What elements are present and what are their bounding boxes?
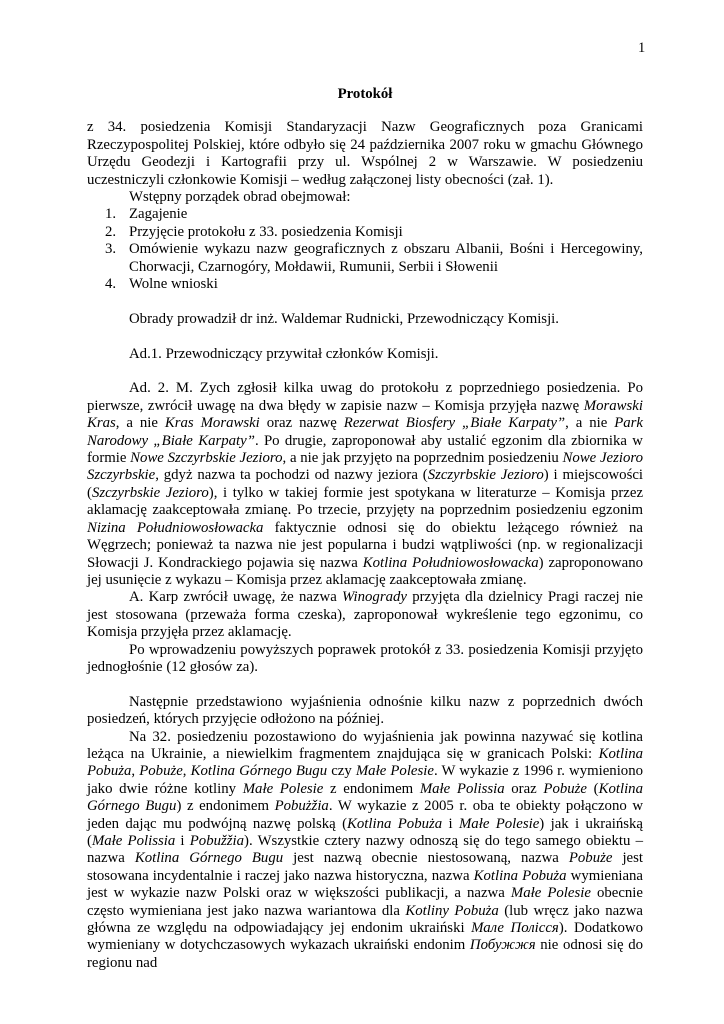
- document-body: [87, 86, 643, 972]
- protocol-adopted-paragraph: Po wprowadzeniu powyższych poprawek protokół z 33. posiedzenia Komisji przyjęto jednogłośnie (12 głosów za).: [87, 641, 643, 675]
- agenda-item-number: 4.: [105, 276, 117, 293]
- chair-paragraph: Obrady prowadził dr inż. Waldemar Rudnicki, Przewodniczący Komisji.: [129, 310, 559, 327]
- karp-paragraph: A. Karp zwrócił uwagę, że nazwa Winogrady przyjęta dla dzielnicy Pragi raczej nie jest stosowana (przeważa forma czeska), zaproponował wykreślenie tego egzonimu, co Komisja przyjęła przez aklamację.: [87, 589, 643, 641]
- agenda-item-number: 3.: [105, 241, 117, 258]
- ad2-paragraph: Ad. 2. M. Zych zgłosił kilka uwag do protokołu z poprzedniego posiedzenia. Po pierwsze, zwrócił uwagę na dwa błędy w zapisie nazw – Komisja przyjęła nazwę Morawski Kras, a nie Kras Morawski oraz nazwę Rezerwat Biosfery „Białe Karpaty”, a nie Park Narodowy „Białe Karpaty”. Po drugie, zaproponował aby ustalić egzonim dla zbiornika w formie Nowe Szczyrbskie Jezioro, a nie jak przyjęto na poprzednim posiedzeniu Nowe Jezioro Szczyrbskie, gdyż nazwa ta pochodzi od nazwy jeziora (Szczyrbskie Jezioro) i miejscowości (Szczyrbskie Jezioro), i tylko w takiej formie jest spotykana w literaturze – Komisja przez aklamację zaakceptowała zmianę. Po trzecie, przyjęty na poprzednim posiedzeniu egzonim Nizina Południowosłowacka faktycznie odnosi się do obiektu leżącego również na Węgrzech; ponieważ ta nazwa nie jest popularna i budzi wątpliwości (np. w regionalizacji Słowacji J. Kondrackiego pojawia się nazwa Kotlina Południowosłowacka) zaproponowano jej usunięcie z wykazu – Komisja przez aklamację zaakceptowała zmianę.: [87, 380, 644, 588]
- explanations-paragraph: Następnie przedstawiono wyjaśnienia odnośnie kilku nazw z poprzednich dwóch posiedzeń, których przyjęcie odłożono na później.: [87, 693, 643, 728]
- agenda-item: [87, 206, 643, 223]
- agenda-intro: Wstępny porządek obrad obejmował:: [129, 189, 351, 206]
- agenda-item-number: 2.: [105, 223, 117, 240]
- agenda-item: [87, 241, 643, 276]
- agenda-item: [87, 224, 643, 241]
- agenda-item-text: Zagajenie: [129, 206, 188, 223]
- intro-paragraph: z 34. posiedzenia Komisji Standaryzacji Nazw Geograficznych poza Granicami Rzeczypospolitej Polskiej, które odbyło się 24 października 2007 roku w gmachu Głównego Urzędu Geodezji i Kartografii przy ul. Wspólnej 2 w Warszawie. W posiedzeniu uczestniczyli członkowie Komisji – według załączonej listy obecności (zał. 1).: [87, 119, 643, 188]
- agenda-item-text: Przyjęcie protokołu z 33. posiedzenia Komisji: [129, 223, 403, 240]
- agenda-item: [87, 276, 643, 293]
- page-number: 1: [638, 40, 646, 56]
- agenda-item-text: Omówienie wykazu nazw geograficznych z obszaru Albanii, Bośni i Hercegowiny, Chorwacji, Czarnogóry, Mołdawii, Rumunii, Serbii i Słowenii: [129, 241, 643, 275]
- ad1-paragraph: Ad.1. Przewodniczący przywitał członków Komisji.: [129, 345, 439, 362]
- document-title: Protokół: [337, 86, 393, 102]
- agenda-list: [87, 206, 643, 293]
- agenda-item-number: 1.: [105, 206, 117, 223]
- agenda-item-text: Wolne wnioski: [129, 276, 218, 293]
- session-32-paragraph: Na 32. posiedzeniu pozostawiono do wyjaśnienia jak powinna nazywać się kotlina leżąca na Ukrainie, a niewielkim fragmentem znajdująca się w granicach Polski: Kotlina Pobuża, Pobuże, Kotlina Górnego Bugu czy Małe Polesie. W wykazie z 1996 r. wymieniono jako dwie różne kotliny Małe Polesie z endonimem Małe Polissia oraz Pobuże (Kotlina Górnego Bugu) z endonimem Pobużžia. W wykazie z 2005 r. oba te obiekty połączono w jeden dając mu podwójną nazwę polską (Kotlina Pobuża i Małe Polesie) jak i ukraińską (Małe Polissia i Pobužžia). Wszystkie cztery nazwy odnoszą się do tego samego obiektu – nazwa Kotlina Górnego Bugu jest nazwą obecnie niestosowaną, nazwa Pobuże jest stosowana incydentalnie i raczej jako nazwa historyczna, nazwa Kotlina Pobuża wymieniana jest w wykazie nazw Polski oraz w większości publikacji, a nazwa Małe Polesie obecnie często wymieniana jest jako nazwa wariantowa dla Kotliny Pobuża (lub wręcz jako nazwa główna ze względu na odpowiadający jej endonim ukraiński Мале Полісся). Dodatkowo wymieniany w dotychczasowych wykazach ukraiński endonim Побужжя nie odnosi się do regionu nad: [87, 728, 644, 971]
